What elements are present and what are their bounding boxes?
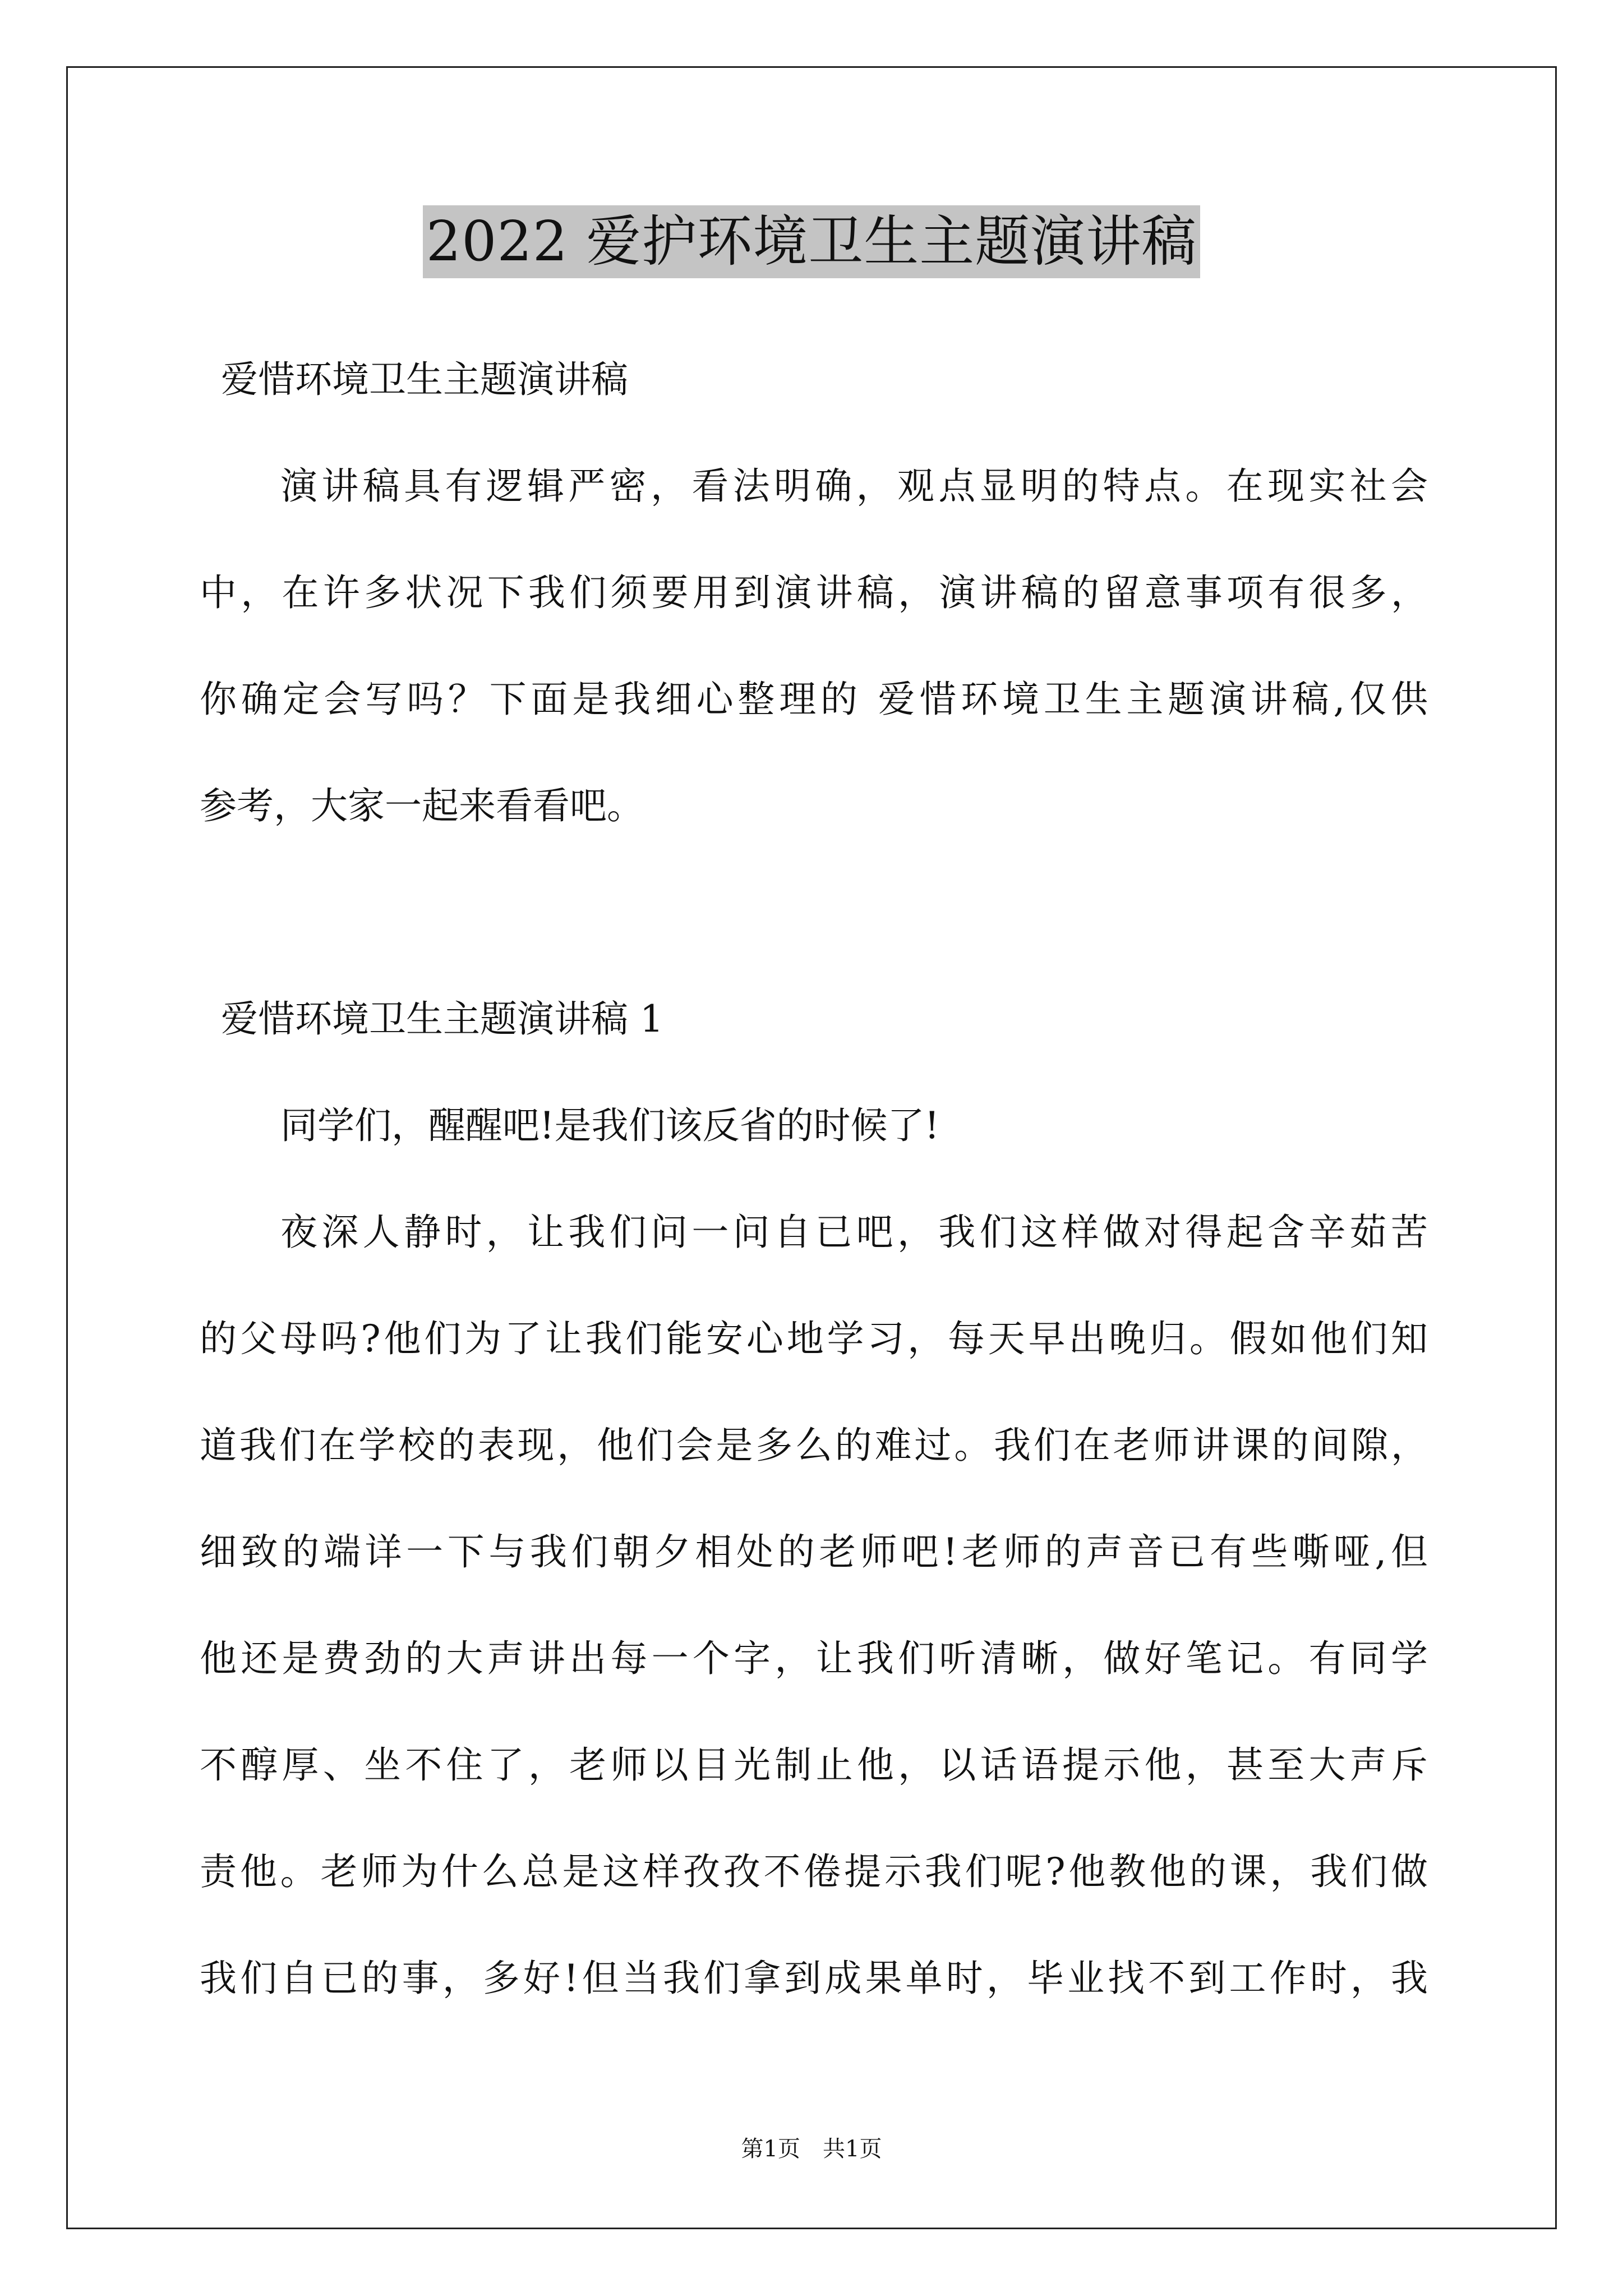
section-line-2: 的父母吗?他们为了让我们能安心地学习，每天早出晚归。假如他们知 (200, 1317, 1428, 1360)
section-line-4: 细致的端详一下与我们朝夕相处的老师吧!老师的声音已有些嘶哑,但 (200, 1530, 1428, 1573)
title-wrap (0, 205, 1623, 278)
intro-line-1: 演讲稿具有逻辑严密，看法明确，观点显明的特点。在现实社会 (280, 464, 1428, 508)
document-subtitle: 爱惜环境卫生主题演讲稿 (221, 358, 628, 401)
section-line-3: 道我们在学校的表现，他们会是多么的难过。我们在老师讲课的间隙， (200, 1424, 1428, 1467)
section-line-8: 我们自已的事，多好!但当我们拿到成果单时，毕业找不到工作时，我 (200, 1957, 1428, 2000)
document-title: 2022 爱护环境卫生主题演讲稿 (423, 205, 1201, 278)
intro-line-3: 你确定会写吗？下面是我细心整理的 爱惜环境卫生主题演讲稿,仅供 (200, 678, 1428, 721)
intro-line-4: 参考，大家一起来看看吧。 (200, 784, 644, 827)
section-line-6: 不醇厚、坐不住了，老师以目光制止他，以话语提示他，甚至大声斥 (200, 1743, 1428, 1787)
section-line-1: 夜深人静时，让我们问一问自已吧，我们这样做对得起含辛茹苦 (280, 1211, 1428, 1254)
section-heading: 爱惜环境卫生主题演讲稿 1 (221, 997, 663, 1041)
intro-line-2: 中，在许多状况下我们须要用到演讲稿，演讲稿的留意事项有很多， (200, 571, 1428, 614)
section-paragraph-1: 同学们，醒醒吧!是我们该反省的时候了! (280, 1104, 940, 1147)
page-footer: 第1页 共1页 (741, 2136, 882, 2162)
section-line-5: 他还是费劲的大声讲出每一个字，让我们听清晰，做好笔记。有同学 (200, 1637, 1428, 1680)
section-line-7: 责他。老师为什么总是这样孜孜不倦提示我们呢?他教他的课，我们做 (200, 1850, 1428, 1893)
